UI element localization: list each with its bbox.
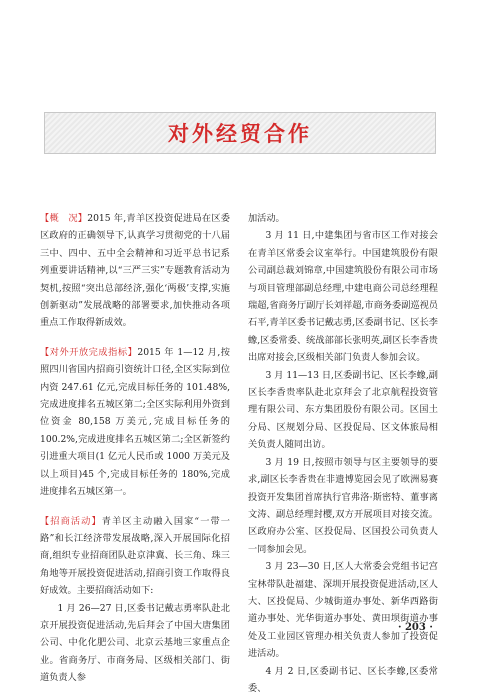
continued-paragraph: 加活动。 <box>248 213 285 224</box>
indicators-text: 2015 年 1—12 月,按照四川省国内招商引资统计口径,全区实际到位内资 247.61 亿元,完成目标任务的 101.48%,完成进度排名五城区第二;全区实际利用外资到位资金 80,158 万美元,完成目标任务的 100.2%,完成进度排名五城区第二;全区新签约引进重大项目(1 亿元人民币或 1000 万美元及以上项目)45 个,完成目标任务的 180%,完成进度排名五城区第一。 <box>40 346 230 498</box>
indicators-paragraph <box>40 344 230 501</box>
page-title: 对外经贸合作 <box>168 122 312 146</box>
mar11-13-paragraph: 3 月 11—13 日,区委副书记、区长李蟓,副区长李香贵率队赴北京拜会了北京航程投资管理有限公司、东方集团股份有限公司。区国土分局、区规划分局、区投促局、区文体旅局相关负责人随同出访。 <box>248 369 438 451</box>
mar23-30-paragraph: 3 月 23—30 日,区人大常委会党组书记宫宝林带队赴福建、深圳开展投资促进活动,区人大、区投促局、少城街道办事处、新华西路街道办事处、光华街道办事处、黄田坝街道办事处及工业园区管理办相关负责人参加了投资促进活动。 <box>248 561 438 660</box>
overview-paragraph <box>40 210 230 332</box>
mar19-paragraph: 3 月 19 日,按照市领导与区主要领导的要求,副区长李香贵在非遗博览园会见了欧洲易赛投资开发集团首席执行官弗洛·斯密特、董事离文涛、副总经理封樱,双方开展项目对接交流。区政府办公室、区投促局、区国投公司负责人一同参加会见。 <box>248 456 438 555</box>
overview-text: 2015 年,青羊区投资促进局在区委区政府的正确领导下,认真学习贯彻党的十八届三中、四中、五中全会精神和习近平总书记系列重要讲话精神,以“三严三实”专题教育活动为契机,按照“突出总部经济,强化‘两极’支撑,实施创新驱动”发展战略的部署要求,加快推动各项重点工作取得新成效。 <box>40 213 230 329</box>
apr2-paragraph: 4 月 2 日,区委副书记、区长李蟓,区委常委、 <box>248 665 438 694</box>
activities-paragraph <box>40 513 230 600</box>
mar11-paragraph: 3 月 11 日,中建集团与省市区工作对接会在青羊区常委会议室举行。中国建筑股份有限公司副总裁刘锦章,中国建筑股份有限公司市场与项目管理部副总经理,中建电商公司总经理程瑞超,省商务厅副厅长刘祥超,市商务委副巡视员石平,青羊区委书记戴志勇,区委副书记、区长李蟓,区委常委、统战部部长张明英,副区长李香贵出席对接会,区级相关部门负责人参加会议。 <box>248 230 438 364</box>
page-number: · 203 · <box>398 622 433 633</box>
activities-text: 青羊区主动融入国家“一带一路”和长江经济带发展战略,深入开展国际化招商,组织专业招商团队赴京津冀、长三角、珠三角地等开展投资促进活动,招商引资工作取得良好成效。主要招商活动如下: <box>40 515 230 597</box>
jan-activity-paragraph: 1 月 26—27 日,区委书记戴志勇率队赴北京开展投资促进活动,先后拜会了中国大唐集团公司、中化化肥公司、北京云基地三家重点企业。省商务厅、市商务局、区级相关部门、街道负责人参 <box>40 602 230 684</box>
section-tag-indicators: 【对外开放完成指标】 <box>40 346 138 358</box>
section-tag-overview: 【概 况】 <box>40 213 88 224</box>
title-banner <box>44 112 436 154</box>
left-column <box>40 210 230 687</box>
section-tag-activities: 【招商活动】 <box>40 515 102 527</box>
